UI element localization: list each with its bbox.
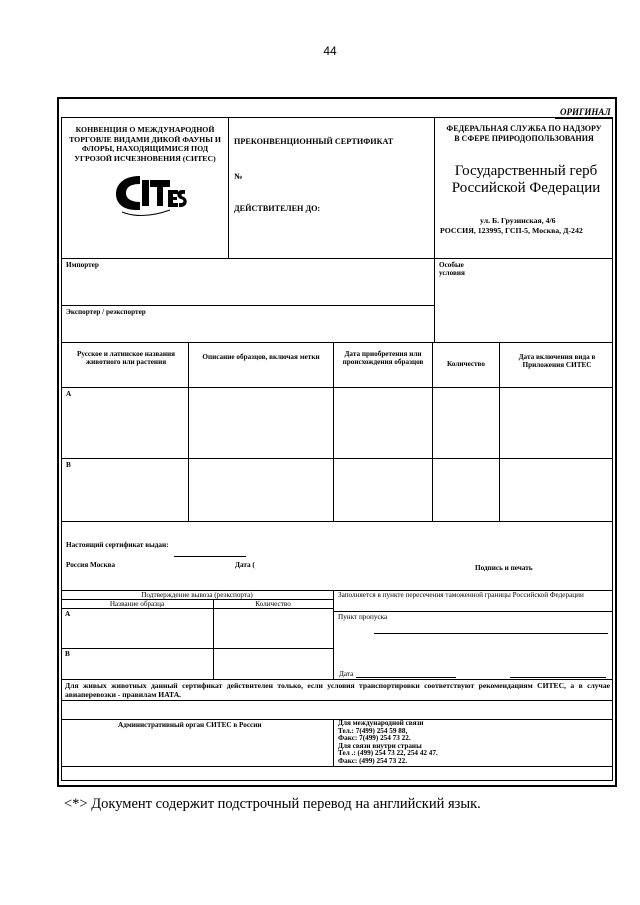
divider (61, 521, 613, 522)
divider (333, 342, 334, 522)
signature-line (510, 677, 606, 678)
divider (61, 305, 435, 306)
divider (61, 608, 333, 609)
date-label: Дата ( (235, 561, 255, 569)
divider (61, 342, 613, 343)
export-row-a-label: A (65, 610, 71, 618)
border-section-title: Заполняется в пункте пересечения таможенной границы Российской Федерации (338, 591, 584, 599)
divider (333, 590, 334, 679)
divider (188, 342, 189, 522)
col-header-species: Русское и латинское названия животного или растения (76, 350, 176, 367)
original-label: ОРИГИНАЛ (560, 107, 611, 117)
divider (61, 458, 613, 459)
divider (61, 700, 613, 701)
issued-place: Россия Москва (66, 561, 116, 569)
checkpoint-label: Пункт пропуска (338, 613, 388, 621)
date-line (356, 677, 456, 678)
divider (61, 258, 613, 259)
cites-logo (112, 170, 192, 220)
exporter-label: Экспортер / реэкспортер (66, 308, 146, 316)
divider (61, 387, 613, 388)
col-header-acquisition-date: Дата приобретения или происхождения образцов (342, 350, 424, 367)
contact-domestic-fax: Факс: (499) 254 73 22. (338, 756, 408, 765)
contact-domestic-title: Для связи внутри страны (338, 741, 422, 750)
divider (434, 258, 435, 343)
page-number: 44 (323, 44, 337, 58)
border-date-label: Дата (339, 670, 354, 678)
importer-label: Импортер (66, 261, 99, 269)
divider (334, 611, 613, 612)
divider (499, 342, 500, 522)
col-header-description: Описание образцов, включая метки (202, 353, 320, 361)
contact-intl-fax: Факс: 7(499) 254 73 22. (338, 734, 411, 743)
divider (434, 117, 435, 259)
original-underline (555, 118, 613, 119)
col-sample-quantity: Количество (255, 600, 291, 608)
certificate-title: ПРЕКОНВЕНЦИОННЫЙ СЕРТИФИКАТ (234, 137, 394, 146)
address-line1: ул. Б. Грузинская, 4/6 (480, 216, 556, 225)
divider (213, 599, 214, 679)
footnote: <*> Документ содержит подстрочный перевод на английский язык. (64, 796, 481, 812)
contact-intl-tel: Тел.: 7(499) 254 59 88, (338, 726, 408, 735)
divider (333, 719, 334, 767)
table-row-a-label: A (66, 390, 72, 398)
authority-name: ФЕДЕРАЛЬНАЯ СЛУЖБА ПО НАДЗОРУ В СФЕРЕ ПРИРОДОПОЛЬЗОВАНИЯ (446, 124, 602, 143)
contact-intl-title: Для международной связи (338, 719, 424, 727)
valid-until-label: ДЕЙСТВИТЕЛЕН ДО: (234, 204, 321, 213)
admin-body-label: Административный орган СИТЕС в России (118, 721, 262, 729)
col-header-inclusion-date: Дата включения вида в Приложения СИТЕС (518, 353, 596, 370)
issued-label: Настоящий сертификат выдан: (66, 541, 169, 549)
signature-label: Подпись и печать (475, 564, 533, 572)
special-conditions-label: Особые условия (439, 261, 465, 278)
divider (61, 648, 333, 649)
convention-title: КОНВЕНЦИЯ О МЕЖДУНАРОДНОЙ ТОРГОВЛЕ ВИДАМИ ДИКОЙ ФАУНЫ И ФЛОРЫ, НАХОДЯЩИМИСЯ ПОД УГРОЗОЙ ИСЧЕЗНОВЕНИЯ (СИТЕС) (69, 125, 221, 163)
divider (228, 117, 229, 259)
export-confirmation-title: Подтверждение вывоза (реэкспорта) (141, 591, 253, 599)
contact-domestic-tel: Тел .: (499) 254 73 22, 254 42 47. (338, 749, 438, 758)
contacts-block (338, 720, 608, 766)
col-sample-name: Название образца (109, 600, 165, 608)
divider (61, 679, 613, 680)
address-line2: РОССИЯ, 123995, ГСП-5, Москва, Д-242 (440, 226, 583, 235)
state-emblem-text: Государственный герб Российской Федерации (451, 163, 601, 196)
divider (61, 766, 613, 767)
underline (174, 556, 246, 557)
table-row-b-label: B (66, 461, 71, 469)
export-row-b-label: B (65, 650, 70, 658)
col-header-quantity: Количество (446, 360, 485, 368)
certificate-number-label: № (234, 172, 243, 181)
live-animals-note: Для живых животных данный сертификат действителен только, если условия транспортировки соответствуют рекомендациям СИТЕС, а в случае авиаперевозки - правилам ИАТА. (65, 681, 610, 699)
divider (432, 342, 433, 522)
checkpoint-line (374, 633, 608, 634)
